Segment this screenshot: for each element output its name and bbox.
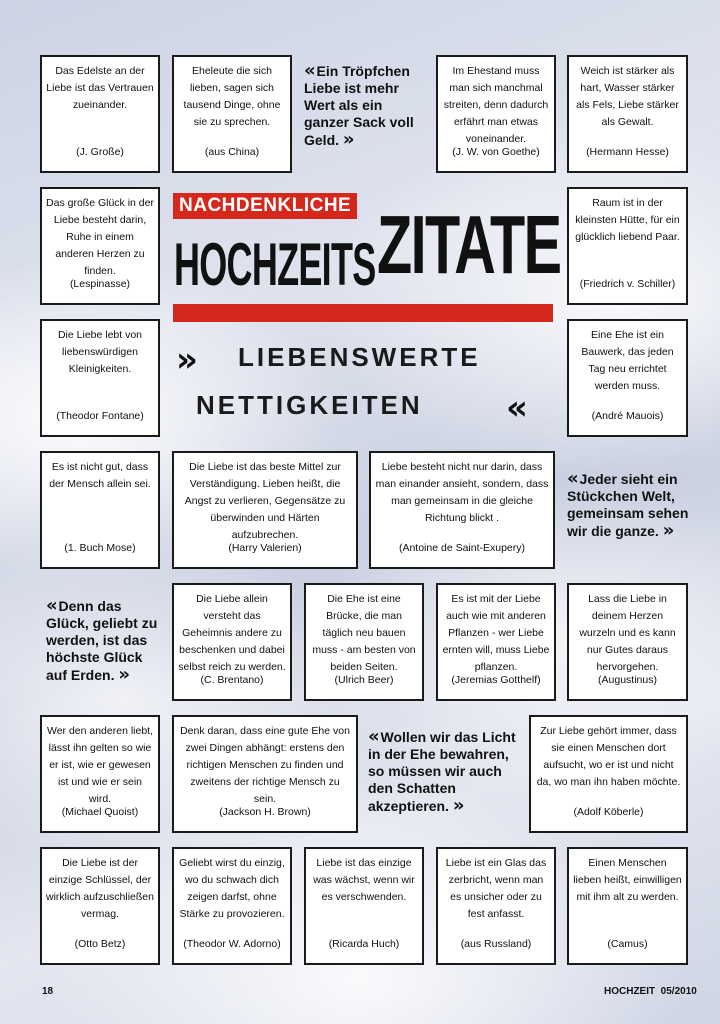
quote-author: (Theodor W. Adorno) — [183, 938, 281, 950]
quote-close-icon: « — [506, 388, 520, 428]
free-quote-text: Ein Tröpfchen Liebe ist mehr Wert als ein ganzer Sack voll Geld. — [304, 63, 414, 148]
free-quote-text: Wollen wir das Licht in der Ehe bewahren, so müssen wir auch den Schatten akzeptieren. — [368, 729, 516, 814]
quote-text: Das Edelste an der Liebe ist das Vertrauen zueinander. — [46, 65, 154, 111]
quote-open-icon: « — [46, 595, 55, 616]
quote-card — [172, 715, 358, 833]
quote-text: Liebe ist das einzige was wächst, wenn wir es verschwenden. — [313, 857, 415, 903]
free-quote-text: Denn das Glück, geliebt zu werden, ist das höchste Glück auf Erden. — [46, 598, 158, 683]
quote-text: Eine Ehe ist ein Bauwerk, das jeden Tag neu errichtet werden muss. — [581, 329, 674, 392]
quote-author: (Ulrich Beer) — [334, 674, 394, 686]
quote-author: (André Mauois) — [591, 410, 664, 422]
quote-card — [304, 847, 424, 965]
quote-author: (Camus) — [607, 938, 648, 950]
quote-text: Die Liebe lebt von liebenswürdigen Kleinigkeiten. — [57, 329, 143, 375]
quote-text: Weich ist stärker als hart, Wasser stärker als Fels, Liebe stärker als Gewalt. — [576, 65, 679, 128]
free-quote-text: Jeder sieht ein Stückchen Welt, gemeinsam sehen wir die ganze. — [567, 471, 689, 539]
quote-text: Wer den anderen liebt, lässt ihn gelten so wie er ist, wie er gewesen ist und wie er sein wird. — [46, 725, 154, 805]
free-quote — [567, 470, 692, 540]
title-hochzeits: HOCHZEITS — [174, 231, 376, 299]
quote-card — [567, 187, 688, 305]
quote-card — [436, 583, 556, 701]
title-underline-bar — [173, 304, 553, 322]
issue-label: HOCHZEIT 05/2010 — [604, 986, 697, 997]
quote-text: Im Ehestand muss man sich manchmal streiten, denn dadurch erfährt man etwas voneinander. — [443, 65, 549, 145]
title-zitate: ZITATE — [377, 199, 561, 292]
quote-author: (Otto Betz) — [74, 938, 126, 950]
quote-author: (Jeremias Gotthelf) — [451, 674, 541, 686]
quote-author: (1. Buch Mose) — [64, 542, 136, 554]
quote-card — [40, 715, 160, 833]
subtitle-line-1: LIEBENSWERTE — [238, 342, 481, 372]
quote-text: Einen Menschen lieben heißt, einwilligen mit ihm alt zu werden. — [573, 857, 682, 903]
quote-author: (aus Russland) — [460, 938, 532, 950]
free-quote — [46, 597, 158, 684]
quote-card — [40, 319, 160, 437]
quote-card — [172, 451, 358, 569]
quote-card — [40, 847, 160, 965]
quote-card — [172, 847, 292, 965]
quote-author: (Hermann Hesse) — [586, 146, 669, 158]
quote-text: Die Liebe allein versteht das Geheimnis andere zu beschenken und dabei selbst reich zu werden. — [178, 593, 286, 673]
quote-open-icon: « — [304, 60, 313, 81]
free-quote — [368, 728, 524, 815]
quote-text: Die Ehe ist eine Brücke, die man täglich neu bauen muss - am besten von beiden Seiten. — [312, 593, 416, 673]
quote-text: Liebe besteht nicht nur darin, dass man einander ansieht, sondern, dass man gemeinsam in die gleiche Richtung blickt . — [375, 461, 549, 524]
quote-card — [172, 55, 292, 173]
quote-open-icon: « — [368, 726, 377, 747]
quote-card — [40, 55, 160, 173]
quote-close-icon: » — [452, 795, 462, 816]
quote-card — [567, 319, 688, 437]
quote-card — [369, 451, 555, 569]
page-number: 18 — [42, 986, 54, 997]
quote-card — [529, 715, 688, 833]
quote-open-icon: » — [176, 340, 190, 380]
quote-author: (Theodor Fontane) — [56, 410, 144, 422]
quote-open-icon: « — [567, 468, 576, 489]
quote-author: (aus China) — [204, 146, 260, 158]
quote-author: (Jackson H. Brown) — [219, 806, 311, 818]
quote-card — [567, 847, 688, 965]
quote-author: (Friedrich v. Schiller) — [579, 278, 676, 290]
quote-text: Raum ist in der kleinsten Hütte, für ein glücklich liebend Paar. — [575, 197, 680, 243]
quote-close-icon: » — [342, 129, 352, 150]
quote-text: Zur Liebe gehört immer, dass sie einen Menschen dort aufsucht, wo er ist und nicht da, wo man ihn haben möchte. — [536, 725, 681, 788]
quote-author: (Augustinus) — [598, 674, 657, 686]
subtitle-line-2: NETTIGKEITEN — [196, 390, 423, 420]
quote-text: Eheleute die sich lieben, sagen sich tausend Dinge, ohne sie zu sprechen. — [183, 65, 281, 128]
quote-text: Liebe ist ein Glas das zerbricht, wenn man es unsicher oder zu fest anfasst. — [445, 857, 547, 920]
quote-card — [40, 451, 160, 569]
quote-author: (Michael Quoist) — [61, 806, 139, 818]
quote-card — [567, 583, 688, 701]
quote-text: Es ist nicht gut, dass der Mensch allein sei. — [49, 461, 151, 490]
quote-text: Lass die Liebe in deinem Herzen wurzeln und es kann nur Gutes daraus hervorgehen. — [579, 593, 676, 673]
quote-card — [40, 187, 160, 305]
quote-author: (J. W. von Goethe) — [452, 146, 540, 158]
quote-author: (J. Große) — [76, 146, 124, 158]
quote-card — [436, 847, 556, 965]
quote-card — [172, 583, 292, 701]
free-quote — [304, 62, 428, 149]
quote-text: Das große Glück in der Liebe besteht darin, Ruhe in einem anderen Herzen zu finden. — [46, 197, 154, 277]
quote-card — [304, 583, 424, 701]
quote-close-icon: » — [662, 520, 672, 541]
quote-text: Es ist mit der Liebe auch wie mit anderen Pflanzen - wer Liebe ernten will, muss Liebe pflanzen. — [442, 593, 550, 673]
quote-author: (Lespinasse) — [69, 278, 131, 290]
title-line-1: NACHDENKLICHE — [173, 193, 357, 219]
quote-card — [436, 55, 556, 173]
quote-close-icon: » — [118, 664, 127, 685]
quote-text: Die Liebe ist der einzige Schlüssel, der wirklich aufzuschließen vermag. — [46, 857, 154, 920]
quote-author: (Antoine de Saint-Exupery) — [398, 542, 526, 554]
quote-card — [567, 55, 688, 173]
quote-author: (Ricarda Huch) — [328, 938, 400, 950]
quote-text: Denk daran, dass eine gute Ehe von zwei Dingen abhängt: erstens den richtigen Menschen zu finden und zweitens der richtige Mensch zu sein. — [180, 725, 350, 805]
quote-text: Die Liebe ist das beste Mittel zur Verständigung. Lieben heißt, die Angst zu verlieren, Gegensätze zu überwinden und Härten aufzubrechen. — [184, 461, 346, 541]
quote-author: (C. Brentano) — [200, 674, 264, 686]
quote-text: Geliebt wirst du einzig, wo du schwach dich zeigen darfst, ohne Stärke zu provozieren. — [179, 857, 285, 920]
quote-author: (Harry Valerien) — [228, 542, 302, 554]
quote-author: (Adolf Köberle) — [573, 806, 644, 818]
